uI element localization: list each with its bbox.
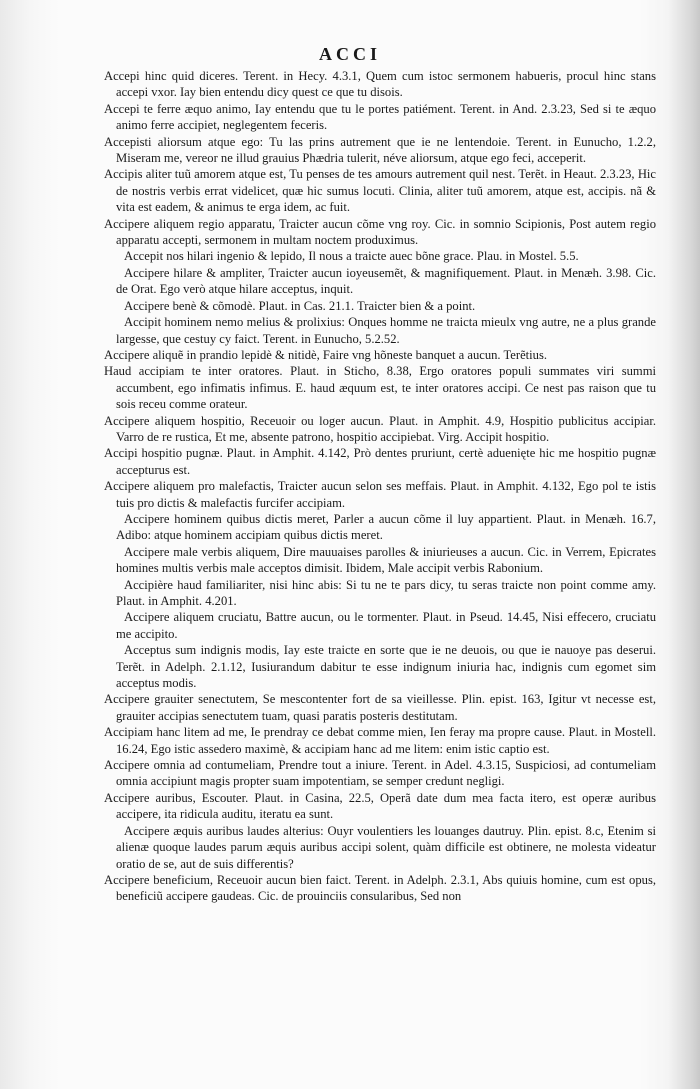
- dictionary-entry: Accipiam hanc litem ad me, Ie prendray ce debat comme mien, Ien feray ma propre cause. Plaut. in Mostell. 16.24, Ego istic assedero maximè, & accipiam hanc ad me litem: enim istic captio est.: [104, 725, 656, 756]
- dictionary-entry: Accipere aliquem pro malefactis, Traicter aucun selon ses meffais. Plaut. in Amphit. 4.132, Ego pol te istis tuis pro dictis & malefactis furcifer accipiam.: [104, 479, 656, 510]
- sub-entry: Accipere male verbis aliquem, Dire mauuaises parolles & iniurieuses a aucun. Cic. in Verrem, Epicrates homines multis verbis male acceptos dimisit. Ibidem, Male accipit verbis Rabonium.: [116, 544, 656, 576]
- dictionary-entry: Accepisti aliorsum atque ego: Tu las prins autrement que ie ne lentendoie. Terent. in Eunucho, 1.2.2, Miseram me, vereor ne illud grauius Phædria tulerit, néve aliorsum, atque ego feci, acceperit.: [104, 134, 656, 166]
- sub-entry: Accepit nos hilari ingenio & lepido, Il nous a traicte auec bõne grace. Plau. in Mostel. 5.5.: [124, 249, 579, 264]
- dictionary-entries: [104, 68, 656, 905]
- dictionary-entry: Accipere aliquem regio apparatu, Traicter aucun cõme vng roy. Cic. in somnio Scipionis, Post autem regio apparatu accepti, sermonem in multam noctem produximus.: [104, 216, 656, 248]
- dictionary-entry: Accipi hospitio pugnæ. Plaut. in Amphit. 4.142, Prò dentes pruriunt, certè aduenięte hic me hospitio pugnæ accepturus est.: [104, 446, 656, 477]
- sub-entry: Accipere aliquem cruciatu, Battre aucun, ou le tormenter. Plaut. in Pseud. 14.45, Nisi effecero, cruciatu me accipito.: [116, 610, 656, 641]
- dictionary-entry: Accipere aliquem hospitio, Receuoir ou loger aucun. Plaut. in Amphit. 4.9, Hospitio publicitus accipiar. Varro de re rustica, Et me, absente patrono, hospitio accipiebat. Virg. Accipit hospitio.: [104, 413, 656, 444]
- sub-entry: Acceptus sum indignis modis, Iay este traicte en sorte que ie ne deuois, ou que ie nauoye pas deserui. Terẽt. in Adelph. 2.1.12, Iusiurandum dabitur te esse indignum iniuria hac, indignis cum egomet sim acceptus modis.: [116, 643, 656, 691]
- sub-entry: Accipière haud familiariter, nisi hinc abis: Si tu ne te pars dicy, tu seras traicte non point comme amy. Plaut. in Amphit. 4.201.: [116, 577, 656, 608]
- dictionary-entry: Accipere beneficium, Receuoir aucun bien faict. Terent. in Adelph. 2.3.1, Abs quiuis homine, cum est opus, beneficiũ accipere gaudeas. Cic. de prouinciis consularibus, Sed non: [104, 872, 656, 904]
- dictionary-entry: Accipere omnia ad contumeliam, Prendre tout a iniure. Terent. in Adel. 4.3.15, Suspiciosi, ad contumeliam omnia accipiunt magis propter suam impotentiam, se semper credunt negligi.: [104, 758, 656, 789]
- dictionary-entry: Accipere auribus, Escouter. Plaut. in Casina, 22.5, Operã date dum mea facta itero, est operæ auribus accipere, ita ridicula auditu, iteratu ea sunt.: [104, 790, 656, 822]
- dictionary-entry: Accipere aliquẽ in prandio lepidè & nitidè, Faire vng hõneste banquet a aucun. Terẽtius.: [104, 347, 548, 362]
- sub-entry: Accipere hilare & ampliter, Traicter aucun ioyeusemẽt, & magnifiquement. Plaut. in Menæh. 3.98. Cic. de Orat. Ego verò atque hilare acceptus, inquit.: [116, 265, 656, 297]
- dictionary-entry: Accipere grauiter senectutem, Se mescontenter fort de sa vieillesse. Plin. epist. 163, Igitur vt necesse est, grauiter accipias senectutem tuam, quasi paratis posteris destitutam.: [104, 692, 656, 723]
- sub-entry: Accipere hominem quibus dictis meret, Parler a aucun cõme il luy appartient. Plaut. in Menæh. 16.7, Adibo: atque hominem accipiam quibus dictis meret.: [116, 511, 656, 543]
- dictionary-entry: Accepi hinc quid diceres. Terent. in Hecy. 4.3.1, Quem cum istoc sermonem habueris, procul hinc stans accepi vxor. Iay bien entendu dicy quest ce que tu disois.: [104, 69, 656, 100]
- dictionary-entry: Haud accipiam te inter oratores. Plaut. in Sticho, 8.38, Ergo oratores populi summates viri summi accumbent, ego infimatis infimus. E. haud æquum est, te inter oratores accipi. Ce nest pas raison que tu sois receu comme orateur.: [104, 364, 656, 412]
- sub-entry: Accipere æquis auribus laudes alterius: Ouyr voulentiers les louanges dautruy. Plin. epist. 8.c, Etenim si alienæ quoque laudes parum æquis auribus accipi solent, quàm difficile est obtinere, ne molesta videatur oratio de se, aut de suis differentis?: [116, 823, 656, 871]
- sub-entry: Accipit hominem nemo melius & prolixius: Onques homme ne traicta mieulx vng autre, ne a plus grande largesse, que cestuy cy faict. Terent. in Eunucho, 5.2.52.: [116, 315, 656, 346]
- dictionary-entry: Accipis aliter tuũ amorem atque est, Tu penses de tes amours autrement quil nest. Terẽt. in Heaut. 2.3.23, Hic de nostris verbis errat videlicet, quæ hic sumus locuti. Clinia, aliter tuũ amorem, atque est, accipis. nã & vita est eadem, & animus te erga idem, ac fuit.: [104, 167, 656, 215]
- sub-entry: Accipere benè & cõmodè. Plaut. in Cas. 21.1. Traicter bien & a point.: [124, 298, 476, 313]
- dictionary-entry: Accepi te ferre æquo animo, Iay entendu que tu le portes patiément. Terent. in And. 2.3.23, Sed si te æquo animo ferre accipiet, neglegentem feceris.: [104, 101, 656, 133]
- running-head: ACCI: [318, 44, 381, 64]
